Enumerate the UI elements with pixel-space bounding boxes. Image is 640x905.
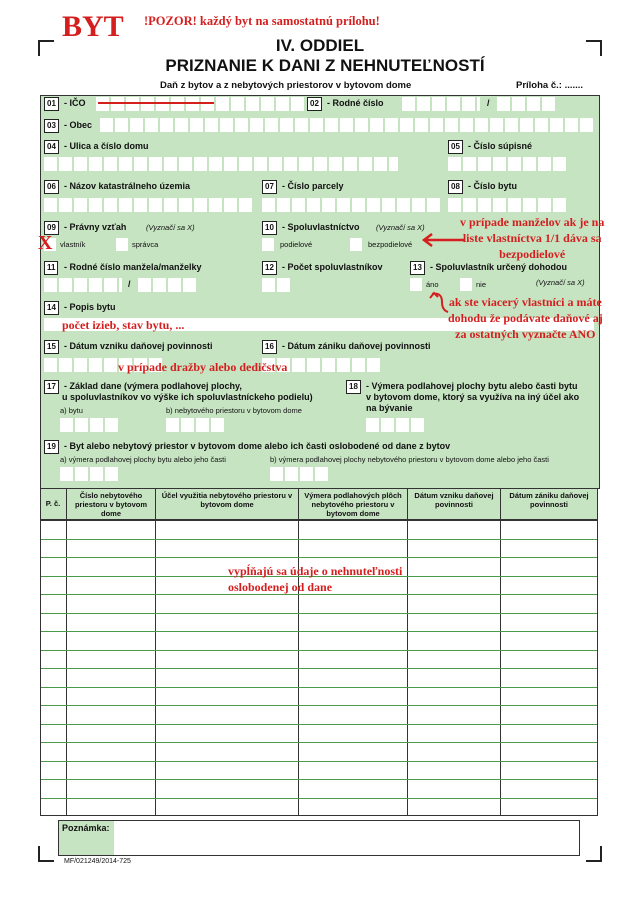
oslobodenie-annotation xyxy=(228,563,402,595)
field-09-hint: (Vyznačí sa X) xyxy=(146,223,195,232)
table-row-line xyxy=(41,557,597,558)
manzelia-annotation xyxy=(460,214,604,262)
corner-mark-bl xyxy=(38,846,54,862)
oslobodenie-line-1: vypĺňajú sa údaje o nehnuteľnosti xyxy=(228,564,403,578)
field-11-number: 11 xyxy=(44,261,58,275)
table-row-line xyxy=(41,650,597,651)
footer-code: MF/021249/2014-725 xyxy=(64,858,131,865)
field-09-number: 09 xyxy=(44,221,59,235)
field-17-label-2: u spoluvlastníkov vo výške ich spoluvlastníckeho podielu) xyxy=(62,392,313,402)
table-row-line xyxy=(41,613,597,614)
field-02-label: - Rodné číslo xyxy=(327,98,384,108)
field-17-number: 17 xyxy=(44,380,59,394)
dohoda-line-3: za ostatných vyznačte ANO xyxy=(455,327,596,341)
section-title: IV. ODDIEL xyxy=(275,36,365,55)
field-06-label: - Názov katastrálneho územia xyxy=(64,181,191,191)
manzelia-line-3: bezpodielové xyxy=(499,247,566,261)
arrow-to-ano-icon xyxy=(428,290,452,314)
field-04-label: - Ulica a číslo domu xyxy=(64,141,149,151)
field-17-label-1: - Základ dane (výmera podlahovej plochy, xyxy=(64,381,242,391)
ulica-input[interactable] xyxy=(44,157,398,171)
field-10-hint: (Vyznačí sa X) xyxy=(376,223,425,232)
form-panel xyxy=(40,95,600,489)
zaklad-dane-bytu-input[interactable] xyxy=(60,418,120,432)
dohoda-line-2: dohodu že podávate daňové aj xyxy=(448,311,603,325)
table-row-line xyxy=(41,724,597,725)
field-16-number: 16 xyxy=(262,340,277,354)
rodne-cislo-manzela-input-2[interactable] xyxy=(138,278,196,292)
byt-annotation: BYT xyxy=(62,10,124,43)
field-13-label: - Spoluvlastník určený dohodou xyxy=(430,262,568,272)
table-header-zanik: Dátum zániku daňovej povinnosti xyxy=(509,491,589,509)
ano-checkbox[interactable] xyxy=(410,278,422,291)
bezpodielove-checkbox[interactable] xyxy=(350,238,362,251)
field-15-label: - Dátum vzniku daňovej povinnosti xyxy=(64,341,213,351)
table-row-line xyxy=(41,742,597,743)
field-13-number: 13 xyxy=(410,261,425,275)
rodne-cislo-separator: / xyxy=(487,98,490,108)
field-10-number: 10 xyxy=(262,221,277,235)
table-header-cislo: Číslo nebytového priestoru v bytovom dome xyxy=(74,491,148,518)
pozor-annotation: !POZOR! každý byt na samostatnú prílohu! xyxy=(144,14,380,28)
field-12-number: 12 xyxy=(262,261,277,275)
rodne-cislo-input-1[interactable] xyxy=(402,97,480,111)
poznamka-input[interactable] xyxy=(114,821,579,855)
field-18-label-3: na bývanie xyxy=(366,403,413,413)
table-col-divider xyxy=(155,488,156,816)
corner-mark-br xyxy=(586,846,602,862)
table-header-vymera: Výmera podlahových plôch nebytového priestoru v bytovom dome xyxy=(304,491,402,518)
rodne-cislo-input-2[interactable] xyxy=(497,97,557,111)
table-col-divider xyxy=(407,488,408,816)
field-10-label: - Spoluvlastníctvo xyxy=(282,222,360,232)
table-row-line xyxy=(41,761,597,762)
table-row-line xyxy=(41,687,597,688)
field-14-number: 14 xyxy=(44,301,59,315)
field-19-number: 19 xyxy=(44,440,59,454)
field-01-number: 01 xyxy=(44,97,59,111)
manzelia-line-2: liste vlastníctva 1/1 dáva sa xyxy=(462,231,602,245)
field-19-sub-b: b) výmera podlahovej plochy nebytového priestoru v bytovom dome alebo jeho časti xyxy=(270,455,549,464)
field-12-label: - Počet spoluvlastníkov xyxy=(282,262,383,272)
field-09-label: - Právny vzťah xyxy=(64,222,127,232)
field-07-label: - Číslo parcely xyxy=(282,181,344,191)
field-11-label: - Rodné číslo manžela/manželky xyxy=(64,262,202,272)
obec-input[interactable] xyxy=(100,118,594,132)
vlastnik-label: vlastník xyxy=(60,240,86,249)
table-header-vznik: Dátum vzniku daňovej povinnosti xyxy=(414,491,494,509)
cislo-bytu-input[interactable] xyxy=(448,198,568,212)
ico-strike-annotation xyxy=(98,102,214,104)
katastralne-uzemie-input[interactable] xyxy=(44,198,254,212)
field-03-number: 03 xyxy=(44,119,59,133)
oslobodene-bytu-input[interactable] xyxy=(60,467,120,481)
priloha-label: Príloha č.: ....... xyxy=(516,80,584,91)
podielove-label: podielové xyxy=(280,240,313,249)
form-subtitle: Daň z bytov a z nebytových priestorov v bytovom dome xyxy=(160,80,412,91)
ano-label: áno xyxy=(426,280,439,289)
field-05-number: 05 xyxy=(448,140,463,154)
rodne-cislo-manzela-separator: / xyxy=(128,279,131,289)
podielove-checkbox[interactable] xyxy=(262,238,274,251)
field-18-label-2: v bytovom dome, ktorý sa využíva na iný účel ako xyxy=(366,392,580,402)
arrow-to-bezpodielove-icon xyxy=(420,232,466,248)
rodne-cislo-manzela-input-1[interactable] xyxy=(44,278,122,292)
ico-input[interactable] xyxy=(96,97,304,111)
table-col-divider xyxy=(66,488,67,816)
field-18-number: 18 xyxy=(346,380,361,394)
supisne-input[interactable] xyxy=(448,157,568,171)
bezpodielove-label: bezpodielové xyxy=(368,240,413,249)
x-mark-annotation: X xyxy=(38,232,53,254)
field-13-hint: (Vyznačí sa X) xyxy=(536,278,585,287)
spravca-checkbox[interactable] xyxy=(116,238,128,251)
field-19-label: - Byt alebo nebytový priestor v bytovom dome alebo ich časti oslobodené od dane z bytov xyxy=(64,441,451,451)
nie-label: nie xyxy=(476,280,487,289)
table-row-line xyxy=(41,539,597,540)
izby-annotation: počet izieb, stav bytu, ... xyxy=(62,318,185,332)
vymera-iny-ucel-input[interactable] xyxy=(366,418,426,432)
cislo-parcely-input[interactable] xyxy=(262,198,442,212)
drazba-annotation: v prípade dražby alebo dedičstva xyxy=(118,360,288,374)
table-header-pc: P. č. xyxy=(45,499,61,508)
table-col-divider xyxy=(500,488,501,816)
zaklad-dane-nebytoveho-input[interactable] xyxy=(166,418,226,432)
field-15-number: 15 xyxy=(44,340,59,354)
dohoda-line-1: ak ste viacerý vlastníci a máte xyxy=(448,295,602,309)
field-05-label: - Číslo súpisné xyxy=(468,141,533,151)
field-02-number: 02 xyxy=(307,97,322,111)
field-07-number: 07 xyxy=(262,180,277,194)
form-title: PRIZNANIE K DANI Z NEHNUTEĽNOSTÍ xyxy=(165,56,485,75)
table-row-line xyxy=(41,705,597,706)
dohoda-annotation xyxy=(448,294,603,342)
spravca-label: správca xyxy=(132,240,159,249)
field-17-sub-a: a) bytu xyxy=(60,406,83,415)
field-08-label: - Číslo bytu xyxy=(468,181,517,191)
field-18-label-1: - Výmera podlahovej plochy bytu alebo časti bytu xyxy=(366,381,578,391)
field-06-number: 06 xyxy=(44,180,59,194)
field-17-sub-b: b) nebytového priestoru v bytovom dome xyxy=(166,406,302,415)
table-row-line xyxy=(41,779,597,780)
oslobodenie-line-2: oslobodenej od dane xyxy=(228,580,333,594)
table-col-divider xyxy=(298,488,299,816)
field-04-number: 04 xyxy=(44,140,59,154)
field-16-label: - Dátum zániku daňovej povinnosti xyxy=(282,341,431,351)
table-row-line xyxy=(41,668,597,669)
oslobodene-nebytoveho-input[interactable] xyxy=(270,467,330,481)
table-header-ucel: Účel využitia nebytového priestoru v bytovom dome xyxy=(161,491,293,509)
field-03-label: - Obec xyxy=(64,120,93,130)
table-row-line xyxy=(41,631,597,632)
field-14-label: - Popis bytu xyxy=(64,302,116,312)
poznamka-label: Poznámka: xyxy=(62,823,110,833)
pocet-spoluvlastnikov-input[interactable] xyxy=(262,278,292,292)
table-row-line xyxy=(41,798,597,799)
manzelia-line-1: v prípade manželov ak je na xyxy=(460,215,605,229)
field-01-label: - IČO xyxy=(64,98,86,108)
nie-checkbox[interactable] xyxy=(460,278,472,291)
field-19-sub-a: a) výmera podlahovej plochy bytu alebo jeho časti xyxy=(60,455,226,464)
field-08-number: 08 xyxy=(448,180,463,194)
